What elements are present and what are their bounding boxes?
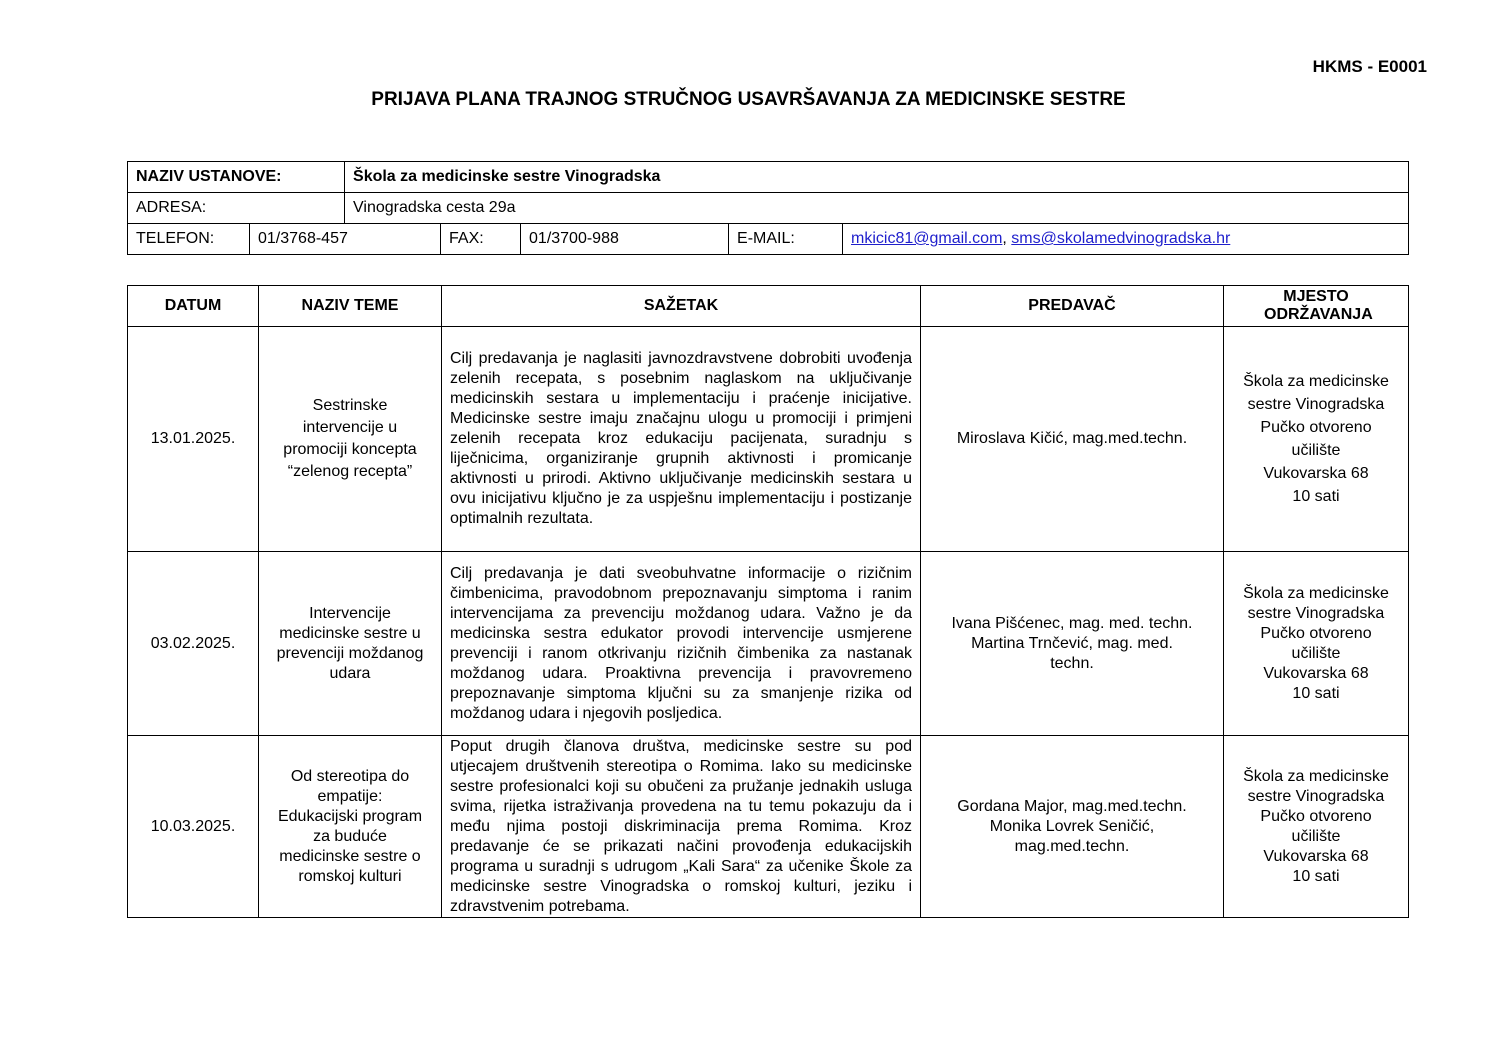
column-header-lecturer: PREDAVAČ — [921, 286, 1224, 327]
row-place — [1224, 736, 1409, 918]
row-lecturer — [921, 736, 1224, 918]
schedule-table — [127, 285, 1409, 918]
place-line: sestre Vinogradska — [1247, 604, 1385, 622]
row-topic — [259, 736, 442, 918]
lecturer-line: techn. — [1050, 654, 1094, 672]
place-line: Škola za medicinske — [1243, 584, 1389, 602]
form-code: HKMS - E0001 — [1312, 57, 1427, 76]
place-line: učilište — [1291, 442, 1341, 459]
place-line: Pučko otvoreno — [1260, 419, 1372, 436]
topic-line: Intervencije — [309, 604, 391, 622]
topic-line: Od stereotipa do — [290, 767, 410, 785]
topic-line: “zelenog recepta” — [287, 463, 413, 480]
place-line: učilište — [1291, 827, 1341, 845]
place-line: Vukovarska 68 — [1263, 847, 1369, 865]
table-row — [128, 552, 1409, 736]
topic-line: udara — [329, 664, 371, 682]
lecturer-line: Miroslava Kičić, mag.med.techn. — [956, 430, 1188, 447]
place-line: sestre Vinogradska — [1247, 787, 1385, 805]
row-topic — [259, 327, 442, 552]
place-line: 10 sati — [1292, 488, 1340, 505]
lecturer-line: Ivana Pišćenec, mag. med. techn. — [951, 614, 1193, 632]
row-lecturer — [921, 327, 1224, 552]
lecturer-line: mag.med.techn. — [1014, 837, 1130, 855]
place-line: 10 sati — [1292, 684, 1340, 702]
place-line: Vukovarska 68 — [1263, 664, 1369, 682]
row-summary: Cilj predavanja je dati sveobuhvatne informacije o rizičnim čimbenicima, pravodobnom prepoznavanju simptoma i ranim intervencijama za prevenciju moždanog udara. Važno je da medicinska sestra edukator provodi intervencije usmjerene prevenciji i ranom otkrivanju rizičnih čimbenika za nastanak moždanog udara. Proaktivna prevencija i pravovremeno prepoznavanje simptoma ključni su za smanjenje rizika od moždanog udara i njegovih posljedica. — [442, 552, 921, 736]
institution-name-value: Škola za medicinske sestre Vinogradska — [345, 162, 1409, 193]
topic-line: medicinske sestre o — [279, 847, 421, 865]
row-summary: Cilj predavanja je naglasiti javnozdravstvene dobrobiti uvođenja zelenih recepata, s posebnim naglaskom na uključivanje medicinskih sestara u implementaciju i praćenje inicijative. Medicinske sestre imaju značajnu ulogu u promociji i primjeni zelenih recepata kroz edukaciju pacijenata, suradnju s liječnicima, organiziranje grupnih aktivnosti i promicanje aktivnosti u prirodi. Aktivno uključivanje medicinskih sestara u ovu inicijativu ključno je za uspješnu implementaciju i postizanje optimalnih rezultata. — [442, 327, 921, 552]
row-topic — [259, 552, 442, 736]
row-date: 03.02.2025. — [128, 552, 259, 736]
column-header-place: MJESTO ODRŽAVANJA — [1224, 286, 1409, 327]
phone-label: TELEFON: — [128, 224, 250, 255]
topic-line: Edukacijski program — [277, 807, 423, 825]
email-link-2[interactable]: sms@skolamedvinogradska.hr — [1011, 230, 1231, 247]
row-summary: Poput drugih članova društva, medicinske sestre su pod utjecajem društvenih stereotipa o Romima. Iako su medicinske sestre profesionalci koji su obučeni za pružanje jednakih usluga svima, rijetka istraživanja provedena na tu temu pokazuju da i među njima postoji diskriminacija prema Romima. Kroz predavanje će se prikazati načini provođenja edukacijskih programa u suradnji s udrugom „Kali Sara“ za učenike Škole za medicinske sestre Vinogradska o romskoj kulturi, jeziku i zdravstvenim potrebama. — [442, 736, 921, 918]
lecturer-line: Monika Lovrek Seničić, — [989, 817, 1155, 835]
fax-label: FAX: — [441, 224, 521, 255]
place-line: Škola za medicinske — [1243, 373, 1389, 390]
row-date: 13.01.2025. — [128, 327, 259, 552]
institution-table — [127, 161, 1409, 255]
place-line: učilište — [1291, 644, 1341, 662]
row-lecturer — [921, 552, 1224, 736]
topic-line: romskoj kulturi — [298, 867, 402, 885]
email-label: E-MAIL: — [729, 224, 843, 255]
column-header-topic: NAZIV TEME — [259, 286, 442, 327]
email-value — [843, 224, 1409, 255]
topic-line: medicinske sestre u — [279, 624, 421, 642]
row-place — [1224, 552, 1409, 736]
table-row — [128, 327, 1409, 552]
lecturer-line: Gordana Major, mag.med.techn. — [957, 797, 1187, 815]
row-place — [1224, 327, 1409, 552]
place-line: Pučko otvoreno — [1260, 624, 1372, 642]
email-separator: , — [1002, 230, 1012, 247]
email-link-1[interactable]: mkicic81@gmail.com — [851, 230, 1003, 247]
column-header-date: DATUM — [128, 286, 259, 327]
place-line: Pučko otvoreno — [1260, 807, 1372, 825]
topic-line: Sestrinske — [312, 397, 388, 414]
place-line: Škola za medicinske — [1243, 767, 1389, 785]
row-date: 10.03.2025. — [128, 736, 259, 918]
document-title: PRIJAVA PLANA TRAJNOG STRUČNOG USAVRŠAVANJA ZA MEDICINSKE SESTRE — [371, 89, 1126, 110]
place-line: Vukovarska 68 — [1263, 465, 1369, 482]
topic-line: prevenciji moždanog — [276, 644, 424, 662]
topic-line: empatije: — [317, 787, 383, 805]
address-label: ADRESA: — [128, 193, 345, 224]
table-row — [128, 736, 1409, 918]
fax-value: 01/3700-988 — [521, 224, 729, 255]
topic-line: intervencije u — [302, 419, 398, 436]
place-line: sestre Vinogradska — [1247, 396, 1385, 413]
topic-line: za buduće — [313, 827, 387, 845]
phone-value: 01/3768-457 — [250, 224, 441, 255]
place-line: 10 sati — [1292, 867, 1340, 885]
column-header-summary: SAŽETAK — [442, 286, 921, 327]
topic-line: promociji koncepta — [283, 441, 417, 458]
lecturer-line: Martina Trnčević, mag. med. — [971, 634, 1173, 652]
institution-name-label: NAZIV USTANOVE: — [128, 162, 345, 193]
address-value: Vinogradska cesta 29a — [345, 193, 1409, 224]
